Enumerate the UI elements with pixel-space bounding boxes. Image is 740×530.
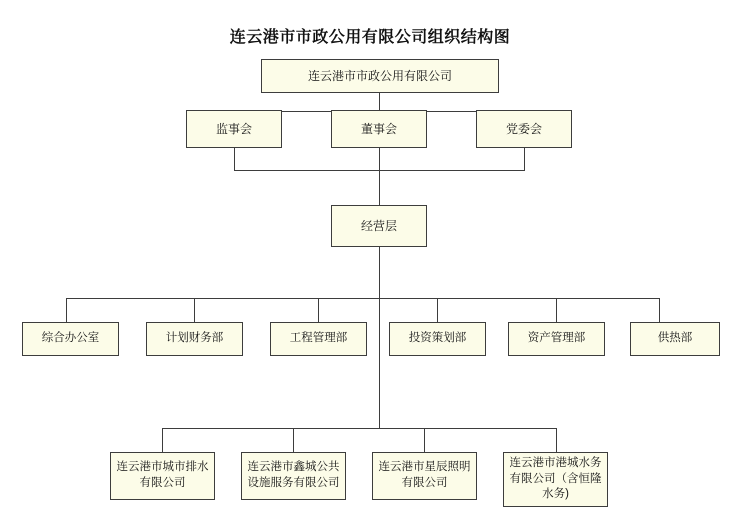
connector-dept-4-down bbox=[437, 298, 438, 322]
node-root: 连云港市市政公用有限公司 bbox=[261, 59, 499, 93]
connector-supervisory-bottom bbox=[234, 148, 235, 170]
node-department-2: 计划财务部 bbox=[146, 322, 243, 356]
connector-dept-2-down bbox=[194, 298, 195, 322]
node-department-6: 供热部 bbox=[630, 322, 720, 356]
node-management: 经营层 bbox=[331, 205, 427, 247]
connector-sub-2-down bbox=[293, 428, 294, 452]
node-subsidiary-3: 连云港市星辰照明有限公司 bbox=[372, 452, 477, 500]
connector-party-bottom bbox=[524, 148, 525, 170]
node-subsidiary-2: 连云港市鑫城公共设施服务有限公司 bbox=[241, 452, 346, 500]
node-department-5: 资产管理部 bbox=[508, 322, 605, 356]
connector-sub-1-down bbox=[162, 428, 163, 452]
node-department-4: 投资策划部 bbox=[389, 322, 486, 356]
node-party-committee: 党委会 bbox=[476, 110, 572, 148]
connector-departments-bus bbox=[66, 298, 659, 299]
connector-root-down bbox=[379, 93, 380, 111]
connector-subsidiary-trunk bbox=[379, 298, 380, 428]
connector-dept-6-down bbox=[659, 298, 660, 322]
connector-management-down bbox=[379, 247, 380, 298]
node-department-1: 综合办公室 bbox=[22, 322, 119, 356]
node-subsidiary-1: 连云港市城市排水有限公司 bbox=[110, 452, 215, 500]
node-board-of-directors: 董事会 bbox=[331, 110, 427, 148]
chart-title: 连云港市市政公用有限公司组织结构图 bbox=[229, 29, 511, 46]
connector-management-up bbox=[379, 148, 380, 205]
node-subsidiary-4: 连云港市港城水务有限公司（含恒隆水务) bbox=[503, 452, 608, 507]
connector-dept-5-down bbox=[556, 298, 557, 322]
connector-dept-3-down bbox=[318, 298, 319, 322]
connector-sub-4-down bbox=[556, 428, 557, 452]
connector-dept-1-down bbox=[66, 298, 67, 322]
connector-subsidiaries-bus bbox=[162, 428, 556, 429]
node-department-3: 工程管理部 bbox=[270, 322, 367, 356]
connector-sub-3-down bbox=[424, 428, 425, 452]
node-supervisory-board: 监事会 bbox=[186, 110, 282, 148]
